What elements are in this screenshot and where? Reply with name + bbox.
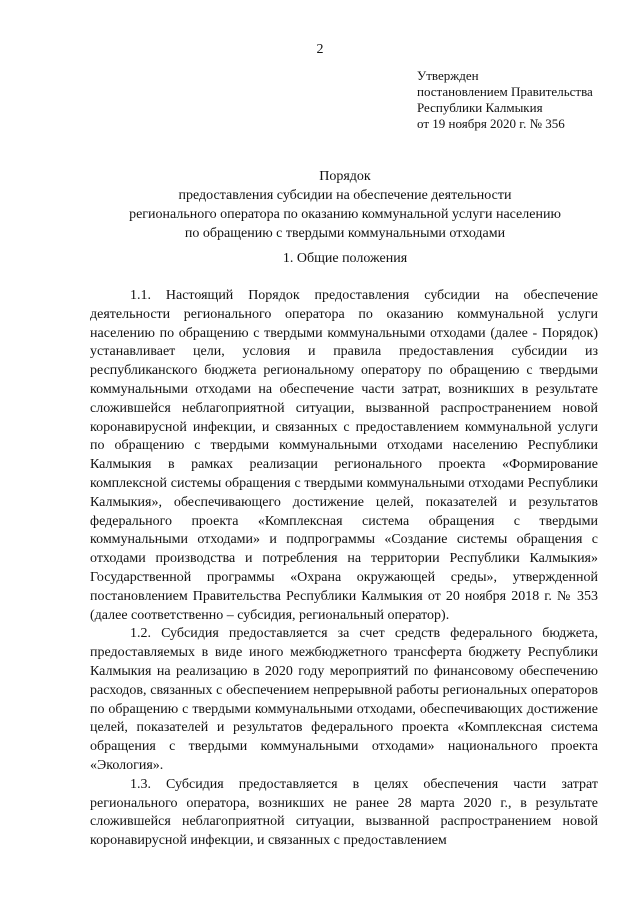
page-number: 2 — [316, 42, 324, 57]
title-line: регионального оператора по оказанию коммунальной услуги населению — [129, 207, 561, 222]
approval-date: от 19 ноября 2020 г. № 356 — [417, 116, 565, 131]
approval-line: Республики Калмыкия — [417, 100, 543, 115]
document-title — [70, 167, 620, 243]
body-text — [90, 287, 598, 851]
approval-line: Утвержден — [417, 68, 479, 83]
paragraph-1-2: 1.2. Субсидия предоставляется за счет средств федерального бюджета, предоставляемых в виде иного межбюджетного трансферта бюджету Республики Калмыкия на реализацию в 2020 году мероприятий по финансовому обеспечению расходов, связанных с обеспечением непрерывной работы региональных операторов по обращению с твердыми коммунальными отходами, обеспечивающих достижение целей, показателей и результатов федерального проекта «Комплексная система обращения с твердыми коммунальными отходами» национального проекта «Экология». — [90, 626, 598, 773]
approval-stamp — [417, 68, 593, 132]
title-line: по обращению с твердыми коммунальными отходами — [184, 226, 506, 241]
title-line: Порядок — [319, 169, 371, 184]
paragraph-1-3: 1.3. Субсидия предоставляется в целях обеспечения части затрат регионального оператора, возникших не ранее 28 марта 2020 г., в результате сложившейся неблагоприятной ситуации, вызванной распространением новой коронавирусной инфекции, и связанных с предоставлением — [90, 776, 598, 849]
approval-line: постановлением Правительства — [417, 84, 593, 99]
section-heading: 1. Общие положения — [282, 251, 408, 266]
paragraph-1-1: 1.1. Настоящий Порядок предоставления субсидии на обеспечение деятельности регионального оператора по оказанию коммунальной услуги населению по обращению с твердыми коммунальными отходами (далее - Порядок) устанавливает цели, условия и правила предоставления субсидии из республиканского бюджета региональному оператору по обращению с твердыми коммунальными отходами на обеспечение части затрат, возникших в результате сложившейся неблагоприятной ситуации, вызванной распространением новой коронавирусной инфекции, и связанных с предоставлением коммунальной услуги по обращению с твердыми коммунальными отходами населению Республики Калмыкия в рамках реализации регионального проекта «Формирование комплексной системы обращения с твердыми коммунальными отходами Республики Калмыкия», обеспечивающего достижение целей, показателей и результатов федерального проекта «Комплексная система обращения с твердыми коммунальными отходами» и подпрограммы «Создание системы обращения с отходами производства и потребления на территории Республики Калмыкия» Государственной программы «Охрана окружающей среды», утвержденной постановлением Правительства Республики Калмыкия от 20 ноября 2018 г. № 353 (далее соответственно – субсидия, региональный оператор). — [90, 288, 598, 623]
title-line: предоставления субсидии на обеспечение деятельности — [178, 188, 512, 203]
